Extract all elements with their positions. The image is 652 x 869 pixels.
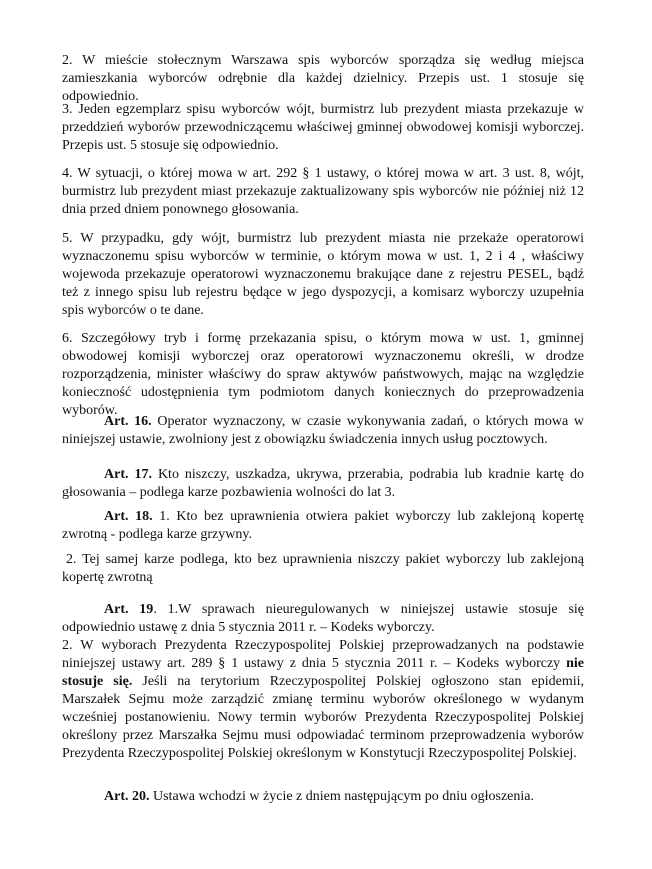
article-18 — [62, 508, 584, 544]
article-19-p2-bold: nie stosuje się. — [62, 656, 584, 689]
paragraph-3: 3. Jeden egzemplarz spisu wyborców wójt, burmistrz lub prezydent miasta przekazuje w przeddzień wyborów przewodniczącemu właściwej gminnej obwodowej komisji wyborczej. Przepis ust. 5 stosuje się odpowiednio. — [62, 102, 584, 153]
article-19-p2-after: Jeśli na terytorium Rzeczypospolitej Polskiej ogłoszono stan epidemii, Marszałek Sejmu może zarządzić zmianę terminu wyborów określonego w wydanym wcześniej postanowieniu. Nowy termin wyborów Prezydenta Rzeczypospolitej Polskiej określony przez Marszałka Sejmu musi odpowiadać terminom przeprowadzenia wyborów Prezydenta Rzeczypospolitej Polskiej określonym w Konstytucji Rzeczypospolitej Polskiej. — [62, 674, 584, 761]
article-17-text: Kto niszczy, uszkadza, ukrywa, przerabia, podrabia lub kradnie kartę do głosowania – podlega karze pozbawienia wolności do lat 3. — [62, 467, 584, 500]
paragraph-5: 5. W przypadku, gdy wójt, burmistrz lub prezydent miasta nie przekaże operatorowi wyznaczonemu spisu wyborców w terminie, o którym mowa w ust. 1, 2 i 4 , właściwy wojewoda przekazuje operatorowi wyznaczonemu brakujące dane z rejestru PESEL, bądź też z innego spisu lub rejestru będące w jego dyspozycji, a komisarz wyborczy uzupełnia spis wyborców o te dane. — [62, 231, 584, 318]
article-20-text: Ustawa wchodzi w życie z dniem następującym po dniu ogłoszenia. — [149, 789, 534, 804]
article-18-heading: Art. 18. — [104, 509, 153, 524]
paragraph-4: 4. W sytuacji, o której mowa w art. 292 § 1 ustawy, o której mowa w art. 3 ust. 8, wójt, burmistrz lub prezydent miast przekazuje zaktualizowany spis wyborców nie później niż 12 dnia przed dniem ponownego głosowania. — [62, 166, 584, 217]
article-19-p2-before: 2. W wyborach Prezydenta Rzeczypospolitej Polskiej przeprowadzanych na podstawie niniejszej ustawy art. 289 § 1 ustawy z dnia 5 stycznia 2011 r. – Kodeks wyborczy — [62, 638, 584, 671]
article-18-text: 1. Kto bez uprawnienia otwiera pakiet wyborczy lub zaklejoną kopertę zwrotną - podlega karze grzywny. — [62, 509, 584, 542]
article-19-heading: Art. 19 — [104, 602, 154, 617]
article-17 — [62, 466, 584, 502]
article-19-paragraph-2 — [62, 637, 584, 763]
article-20-heading: Art. 20. — [104, 789, 150, 804]
article-18-paragraph-2 — [62, 551, 584, 587]
article-18-p2-text: 2. Tej samej karze podlega, kto bez uprawnienia niszczy pakiet wyborczy lub zaklejoną kopertę zwrotną — [62, 552, 584, 585]
article-16-heading: Art. 16. — [104, 414, 152, 429]
paragraph-2: 2. W mieście stołecznym Warszawa spis wyborców sporządza się według miejsca zamieszkania wyborców odrębnie dla każdej dzielnicy. Przepis ust. 1 stosuje się odpowiednio. — [62, 53, 584, 104]
article-20 — [62, 788, 584, 806]
article-19 — [62, 601, 584, 637]
article-16 — [62, 413, 584, 449]
article-16-text: Operator wyznaczony, w czasie wykonywania zadań, o których mowa w niniejszej ustawie, zwolniony jest z obowiązku świadczenia innych usług pocztowych. — [62, 414, 584, 447]
paragraph-6: 6. Szczegółowy tryb i formę przekazania spisu, o którym mowa w ust. 1, gminnej obwodowej komisji wyborczej oraz operatorowi wyznaczonemu określi, w drodze rozporządzenia, minister właściwy do spraw aktywów państwowych, mając na względzie konieczność udostępnienia tym podmiotom danych koniecznych do przeprowadzenia wyborów. — [62, 331, 584, 418]
article-17-heading: Art. 17. — [104, 467, 152, 482]
article-19-text: . 1.W sprawach nieuregulowanych w niniejszej ustawie stosuje się odpowiednio ustawę z dnia 5 stycznia 2011 r. – Kodeks wyborczy. — [62, 602, 584, 635]
